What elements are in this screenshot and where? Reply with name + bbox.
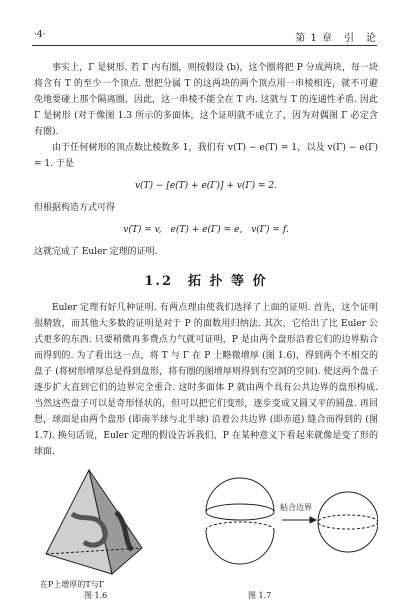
section-title: 1.2 拓 扑 等 价: [144, 274, 268, 289]
chapter-heading: 第 1 章 引 论: [295, 33, 377, 44]
page-body: [34, 60, 378, 460]
sphere-figure: [318, 492, 378, 552]
paragraph: 但根据构造方式可得: [34, 203, 116, 213]
page-number: ·4·: [34, 30, 46, 40]
paragraph: 由于任何树形的顶点数比棱数多 1，我们有 v(T) − e(T) = 1，以及 v(Γ) − e(Γ) = 1. 于是: [34, 143, 378, 169]
header-rule: [32, 45, 377, 46]
figure-inner-label: 在P上增厚的T与Γ: [40, 580, 105, 589]
paragraph: Euler 定理有好几种证明. 有两点理由使我们选择了上面的证明. 首先，这个证明很精致，而其他大多数的证明是对于 P 的面数用归纳法. 其次，它给出了比 Euler 公式更多的东西. 只要稍微再多费点力气就可证明，P 是由两个盘形沿着它们的边界粘合而得到的. 为了看出这一点，将 T 与 Γ 在 P 上略微增厚 (图 1.6)，得到两个不相交的盘子 (将树形增厚总是得到盘形，将有圈的图增厚则得到有空洞的空间). 使这两个盘子逐步扩大直到它们的边界完全重合. 这时多面体 P 就由两个具有公共边界的盘形构成. 当然这些盘子可以是奇形怪状的，但可以把它们变形，逐步变成又圆又平的圆盘. 再回想，球面是由两个盘形 (即南半球与北半球) 沿着公共边界 (即赤道) 缝合而得到的 (图 1.7). 换句话说，Euler 定理的假设告诉我们，P 在某种意义下看起来就像是变了形的球面.: [34, 303, 378, 457]
figure-caption: 图 1.6: [84, 591, 108, 600]
figure-drawings: [34, 462, 378, 597]
tetrahedron-figure: [46, 470, 142, 574]
split-sphere-figure: [206, 478, 274, 564]
arrow-icon: [282, 517, 316, 523]
figure-caption: 图 1.7: [248, 591, 272, 600]
figures: [34, 462, 378, 600]
paragraph: 这就完成了 Euler 定理的证明.: [34, 247, 158, 257]
paragraph: 事实上，Γ 是树形. 若 Γ 内有圈，则按假设 (b)，这个圈将把 P 分成两块，每一块将含有 T 的至少一个顶点. 想把分属 T 的这两块的两个顶点用一串棱相连，就不可避免地要碰上那个隔离圈，因此，这一串棱不能全在 T 内. 这就与 T 的连通性矛盾. 因此 Γ 是树形 (对于像图 1.3 所示的多面体，这个证明就不成立了，因为对偶图 Γ 必定含有圈).: [34, 63, 378, 137]
equation: v(T) − [e(T) + e(Γ)] + v(Γ) = 2.: [134, 181, 278, 191]
equation: v(T) = v, e(T) + e(Γ) = e, v(Γ) = f.: [123, 225, 289, 235]
arrow-label: 粘合边界: [280, 503, 312, 512]
